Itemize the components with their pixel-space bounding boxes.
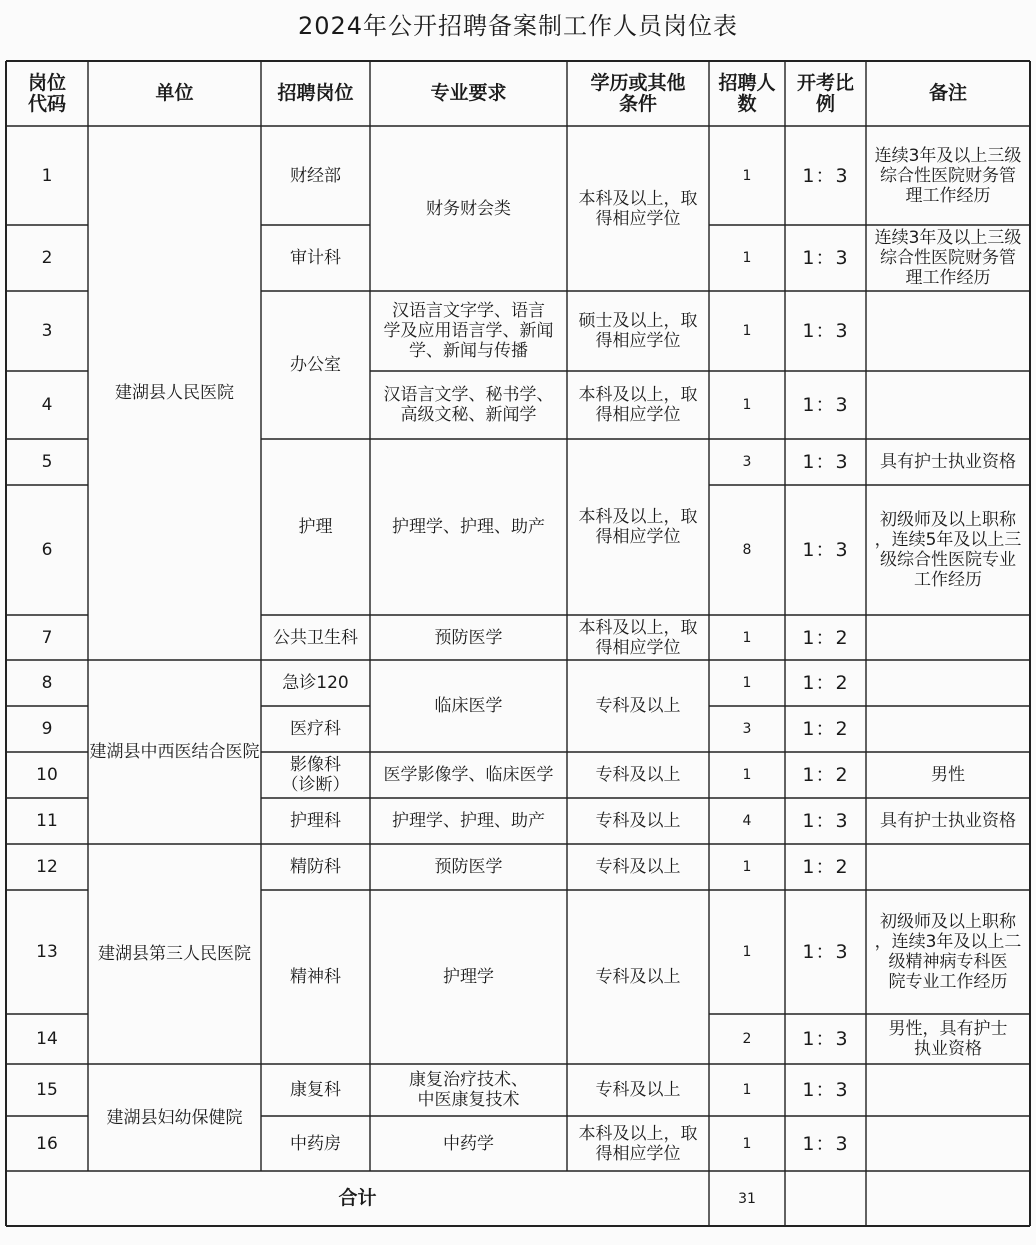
post-cell: 护理科 (290, 811, 341, 831)
post-code-cell: 6 (41, 540, 53, 560)
post-cell: 医疗科 (290, 719, 341, 739)
post-code-cell: 13 (36, 942, 58, 962)
exam-ratio-cell: 1：2 (802, 856, 849, 878)
major-cell: 汉语言文学、秘书学、 高级文秘、新闻学 (383, 385, 554, 425)
header-code: 岗位 代码 (27, 71, 66, 115)
post-cell: 影像科 （诊断） (281, 755, 350, 795)
total-count: 31 (738, 1190, 756, 1207)
remark-cell (866, 660, 1030, 706)
major-cell: 康复治疗技术、 中医康复技术 (409, 1070, 528, 1110)
headcount-cell: 1 (742, 397, 752, 413)
headcount-cell: 1 (742, 859, 752, 875)
remark-cell: 具有护士执业资格 (880, 452, 1016, 472)
education-cell: 专科及以上 (595, 1080, 681, 1100)
major-cell: 财务财会类 (426, 198, 511, 219)
exam-ratio-cell: 1：3 (802, 451, 849, 473)
header-count: 招聘人 数 (718, 71, 776, 115)
remark-cell (866, 291, 1030, 371)
exam-ratio-cell: 1：2 (802, 626, 849, 649)
remark-cell: 连续3年及以上三级 综合性医院财务管 理工作经历 (874, 228, 1022, 288)
post-code-cell: 15 (36, 1080, 58, 1100)
headcount-cell: 8 (742, 542, 752, 558)
post-cell: 公共卫生科 (273, 627, 358, 648)
remark-cell (866, 1116, 1030, 1171)
remark-cell (866, 1064, 1030, 1116)
header-ratio: 开考比 例 (796, 71, 854, 115)
post-code-cell: 4 (41, 395, 53, 415)
headcount-cell: 3 (742, 454, 752, 470)
major-cell: 预防医学 (434, 627, 503, 648)
post-cell: 康复科 (290, 1080, 341, 1100)
remark-cell (866, 844, 1030, 890)
header-post: 招聘岗位 (277, 82, 354, 104)
unit-cell: 建湖县第三人民医院 (98, 944, 251, 964)
headcount-cell: 1 (742, 323, 752, 339)
total-label: 合计 (338, 1187, 377, 1209)
post-cell: 办公室 (290, 355, 341, 375)
post-code-cell: 8 (41, 673, 53, 693)
exam-ratio-cell: 1：3 (802, 1028, 849, 1050)
exam-ratio-cell: 1：3 (802, 320, 849, 342)
headcount-cell: 1 (742, 675, 752, 691)
remark-cell (866, 371, 1030, 439)
post-code-cell: 2 (41, 248, 53, 268)
major-cell: 汉语言文字学、语言 学及应用语言学、新闻 学、新闻与传播 (383, 301, 554, 361)
exam-ratio-cell: 1：3 (802, 164, 849, 187)
header-unit: 单位 (155, 82, 194, 104)
headcount-cell: 1 (742, 167, 752, 184)
post-cell: 精神科 (290, 967, 341, 987)
exam-ratio-cell: 1：3 (802, 1079, 849, 1101)
education-cell: 专科及以上 (595, 967, 681, 987)
unit-cell: 建湖县人民医院 (115, 383, 234, 403)
exam-ratio-cell: 1：2 (802, 718, 849, 740)
remark-cell: 连续3年及以上三级 综合性医院财务管 理工作经历 (874, 145, 1022, 206)
education-cell: 本科及以上，取 得相应学位 (578, 1123, 698, 1164)
header-edu: 学历或其他 条件 (590, 71, 686, 115)
education-cell: 本科及以上，取 得相应学位 (578, 385, 698, 425)
exam-ratio-cell: 1：3 (802, 394, 849, 416)
post-code-cell: 1 (41, 165, 53, 186)
post-code-cell: 10 (36, 765, 58, 785)
headcount-cell: 1 (742, 629, 752, 646)
major-cell: 护理学、护理、助产 (392, 811, 545, 831)
post-cell: 护理 (298, 517, 333, 537)
remark-cell (866, 706, 1030, 752)
major-cell: 护理学 (443, 967, 494, 987)
exam-ratio-cell: 1：3 (802, 247, 849, 269)
headcount-cell: 3 (742, 721, 752, 737)
headcount-cell: 2 (742, 1031, 752, 1047)
exam-ratio-cell: 1：3 (802, 1132, 849, 1155)
header-note: 备注 (928, 82, 967, 104)
post-code-cell: 14 (36, 1029, 58, 1049)
post-code-cell: 11 (36, 811, 58, 831)
education-cell: 专科及以上 (595, 696, 681, 716)
headcount-cell: 1 (742, 1135, 752, 1152)
post-code-cell: 9 (41, 719, 53, 739)
major-cell: 护理学、护理、助产 (392, 517, 545, 537)
post-cell: 中药房 (290, 1133, 341, 1154)
remark-cell: 初级师及以上职称 ，连续5年及以上三 级综合性医院专业 工作经历 (874, 510, 1022, 590)
header-major: 专业要求 (430, 82, 507, 104)
unit-cell: 建湖县妇幼保健院 (106, 1107, 243, 1128)
major-cell: 临床医学 (434, 696, 503, 716)
post-cell: 急诊120 (282, 673, 349, 693)
exam-ratio-cell: 1：2 (802, 672, 849, 694)
remark-cell: 具有护士执业资格 (880, 811, 1016, 831)
post-cell: 审计科 (290, 248, 341, 268)
remark-cell: 初级师及以上职称 ，连续3年及以上二 级精神病专科医 院专业工作经历 (874, 912, 1022, 992)
education-cell: 硕士及以上，取 得相应学位 (578, 311, 698, 351)
post-code-cell: 16 (36, 1133, 58, 1154)
education-cell: 本科及以上，取 得相应学位 (578, 507, 698, 547)
post-cell: 财经部 (290, 165, 341, 186)
education-cell: 本科及以上，取 得相应学位 (578, 617, 698, 658)
major-cell: 中药学 (443, 1133, 494, 1154)
remark-cell: 男性，具有护士 执业资格 (888, 1019, 1008, 1059)
major-cell: 预防医学 (434, 857, 503, 877)
education-cell: 专科及以上 (595, 765, 681, 785)
headcount-cell: 4 (742, 813, 752, 829)
post-code-cell: 3 (41, 321, 53, 341)
page-title: 2024年公开招聘备案制工作人员岗位表 (297, 12, 739, 40)
post-cell: 精防科 (290, 857, 341, 877)
exam-ratio-cell: 1：3 (802, 810, 849, 832)
exam-ratio-cell: 1：2 (802, 764, 849, 786)
remark-cell: 男性 (931, 765, 965, 785)
headcount-cell: 1 (742, 767, 752, 783)
post-code-cell: 5 (41, 452, 53, 472)
education-cell: 本科及以上，取 得相应学位 (578, 188, 698, 229)
headcount-cell: 1 (742, 250, 752, 266)
headcount-cell: 1 (742, 1082, 752, 1098)
unit-cell: 建湖县中西医结合医院 (89, 742, 260, 762)
exam-ratio-cell: 1：3 (802, 941, 849, 963)
education-cell: 专科及以上 (595, 857, 681, 877)
major-cell: 医学影像学、临床医学 (383, 765, 554, 785)
education-cell: 专科及以上 (595, 811, 681, 831)
remark-cell (866, 615, 1030, 660)
exam-ratio-cell: 1：3 (802, 539, 849, 561)
post-code-cell: 12 (36, 857, 58, 877)
post-code-cell: 7 (41, 627, 53, 648)
headcount-cell: 1 (742, 944, 752, 960)
